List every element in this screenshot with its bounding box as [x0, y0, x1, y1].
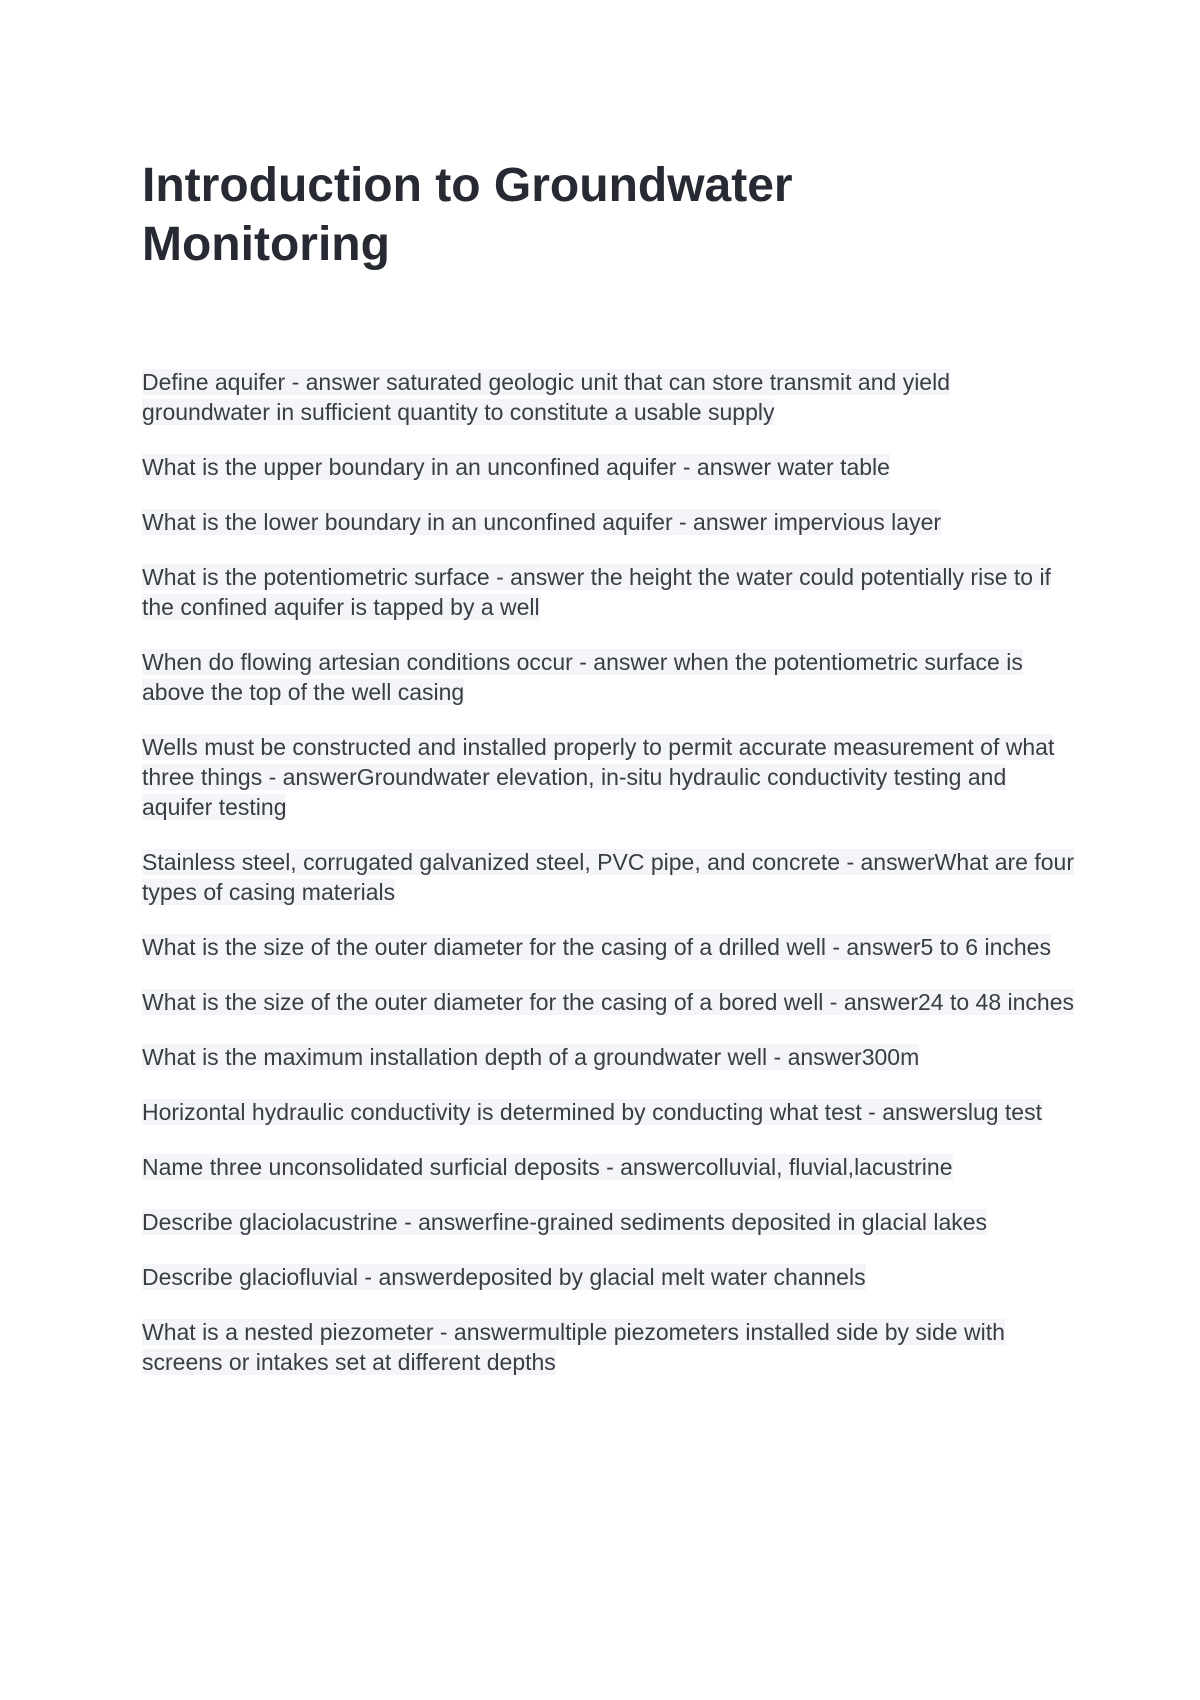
qa-text: Describe glaciofluvial - answerdeposited by glacial melt water channels: [142, 1264, 866, 1290]
qa-item: [142, 932, 1082, 962]
qa-item: [142, 647, 1082, 707]
qa-item: [142, 1207, 1082, 1237]
qa-item: [142, 987, 1082, 1017]
qa-item: [142, 562, 1082, 622]
qa-text: Wells must be constructed and installed properly to permit accurate measurement of what three things - answerGroundwater elevation, in-situ hydraulic conductivity testing and aquifer testing: [142, 734, 1055, 820]
qa-item: [142, 1097, 1082, 1127]
qa-item: [142, 847, 1082, 907]
qa-item: [142, 1152, 1082, 1182]
qa-item: [142, 1042, 1082, 1072]
qa-item: [142, 507, 1082, 537]
qa-text: What is the size of the outer diameter for the casing of a bored well - answer24 to 48 inches: [142, 989, 1074, 1015]
qa-text: Define aquifer - answer saturated geologic unit that can store transmit and yield groundwater in sufficient quantity to constitute a usable supply: [142, 369, 950, 425]
document-title: Introduction to Groundwater Monitoring: [142, 159, 793, 271]
qa-item: [142, 1262, 1082, 1292]
qa-item: [142, 1317, 1082, 1377]
qa-item: [142, 732, 1082, 822]
qa-text: When do flowing artesian conditions occur - answer when the potentiometric surface is above the top of the well casing: [142, 649, 1023, 705]
qa-text: What is the upper boundary in an unconfined aquifer - answer water table: [142, 454, 890, 480]
qa-text: Horizontal hydraulic conductivity is determined by conducting what test - answerslug test: [142, 1099, 1042, 1125]
qa-text: What is a nested piezometer - answermultiple piezometers installed side by side with screens or intakes set at different depths: [142, 1319, 1005, 1375]
qa-text: Describe glaciolacustrine - answerfine-grained sediments deposited in glacial lakes: [142, 1209, 988, 1235]
qa-text: What is the size of the outer diameter for the casing of a drilled well - answer5 to 6 inches: [142, 934, 1051, 960]
qa-item: [142, 367, 1082, 427]
qa-text: What is the lower boundary in an unconfined aquifer - answer impervious layer: [142, 509, 942, 535]
qa-text: What is the potentiometric surface - answer the height the water could potentially rise to if the confined aquifer is tapped by a well: [142, 564, 1051, 620]
qa-text: What is the maximum installation depth of a groundwater well - answer300m: [142, 1044, 920, 1070]
qa-text: Stainless steel, corrugated galvanized steel, PVC pipe, and concrete - answerWhat are four types of casing materials: [142, 849, 1074, 905]
qa-list: [142, 367, 1082, 1377]
qa-text: Name three unconsolidated surficial deposits - answercolluvial, fluvial,lacustrine: [142, 1154, 953, 1180]
qa-item: [142, 452, 1082, 482]
